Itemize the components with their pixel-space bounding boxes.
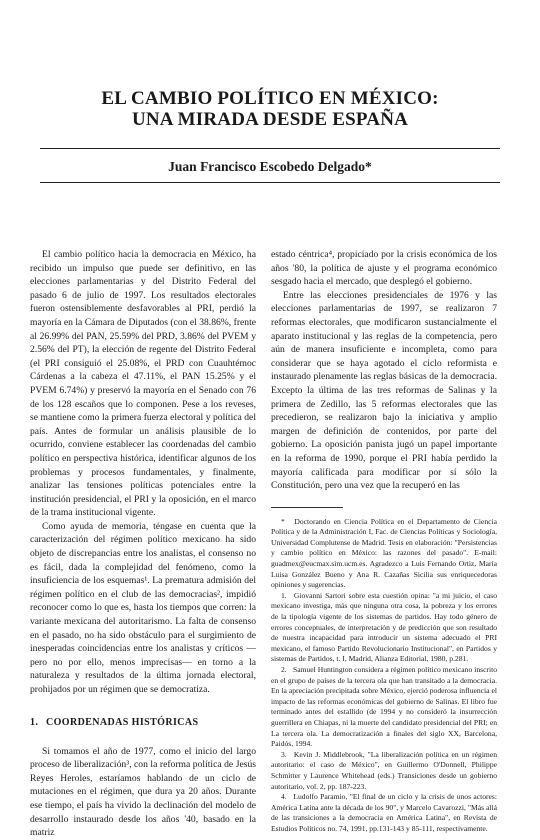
title-divider-bottom bbox=[40, 182, 500, 183]
title-divider-top bbox=[40, 148, 500, 149]
footnote-separator bbox=[271, 507, 343, 508]
footnote-mark: * bbox=[281, 516, 285, 526]
title-line-1: EL CAMBIO POLÍTICO EN MÉXICO: bbox=[101, 88, 439, 109]
section-number: 1. bbox=[30, 716, 39, 728]
body-paragraph: estado céntrica⁴, propiciado por la crisis económica de los años '80, la política de ajuste y el programa económico sesgado hacia el mercado, que desplegó el gobierno. bbox=[271, 249, 497, 288]
article-title bbox=[0, 88, 540, 130]
footnote-text: Kevin J. Middlebrook, "La liberalización política en un régimen autoritario: el caso de México", en Guillermo O'Donnell, Philippe Schmitter y Laurence Whitehead (eds.) Transiciones desde un gobierno autoritario, vol. 2, pp. 187-223. bbox=[271, 749, 497, 791]
footnote bbox=[271, 517, 497, 591]
left-column bbox=[30, 248, 256, 840]
footnote bbox=[271, 665, 497, 750]
footnote bbox=[271, 591, 497, 665]
body-paragraph: Entre las elecciones presidenciales de 1976 y las elecciones parlamentarias de 1997, se realizaron 7 reformas electorales, que modificaron sustancialmente el aparato institucional y las reglas de la competencia, pero aún de manera insuficiente e incompleta, como para considerar que se haya agotado el ciclo reformista e instaurado plenamente las reglas básicas de la democracia. Excepto la última de las tres reformas de Salinas y la primera de Zedillo, las 5 reformas electorales que las precedieron, se realizaron bajo la iniciativa y amplio margen de definición de contenidos, por parte del gobierno. La oposición panista jugó un papel importante en la reforma de 1990, porque el PRI había perdido la mayoría calificada para modificar por sí sólo la Constitución, pero una vez que la recuperó en las bbox=[271, 289, 497, 492]
body-paragraph: Si tomamos el año de 1977, como el inicio del largo proceso de liberalización³, con la reforma política de Jesús Reyes Heroles, estaríamos hablando de un ciclo de mutaciones en el régimen, que dura ya 20 años. Durante ese tiempo, el país ha vivido la declinación del modelo de desarrollo instaurado desde los años '40, basado en la matriz bbox=[30, 745, 256, 839]
footnote-text: Ludolfo Paramio, "El final de un ciclo y la crisis de unos actores: América Latina ante la década de los 90", y Marcelo Cavarozzi, "Más allá de las transiciones a la democracia en América Latina", en Revista de Estudios Políticos no. 74, 1991, pp.131-143 y 85-111, respectivamente. bbox=[271, 792, 497, 833]
right-column bbox=[271, 248, 497, 835]
body-paragraph: Como ayuda de memoria, téngase en cuenta que la caracterización del régimen político mexicano ha sido objeto de discrepancias entre los analistas, el consenso no es fácil, dada la complejidad del fenómeno, como la insuficiencia de los esquemas¹. La prematura admisión del régimen político en el club de las democracias², impidió reconocer como lo que es, hasta los tiempos que corren: la variante mexicana del autoritarismo. La falta de consenso en el pasado, no ha sido obstáculo para el surgimiento de inesperadas coincidencias entre los analistas y críticos —pero no por ello, menos imprecisas— en torno a la naturaleza y resultados de la última jornada electoral, prohijados por un régimen que se democratiza. bbox=[30, 520, 256, 695]
footnote-mark: 3. bbox=[281, 749, 287, 759]
footnote-text: Giovanni Sartori sobre esta cuestión opina: "a mi juicio, el caso mexicano investiga, más que ninguna otra cosa, la pobreza y los errores de la tipología vigente de los sistemas de partidos. Hay todo género de errores conceptuales, de interpretación y de predicción que son resultado de nuestra incapacidad para introducir un sistema adecuado el PRI mexicano, el famoso Partido Revolucionario Institucional", en Partidos y sistemas de Partidos, t. I, Madrid, Alianza Editorial, 1980, p.281. bbox=[271, 590, 497, 664]
footnote-mark: 4. bbox=[281, 792, 287, 802]
section-heading bbox=[30, 717, 256, 728]
section-title: COORDENADAS HISTÓRICAS bbox=[46, 716, 199, 728]
footnote-mark: 1. bbox=[281, 590, 287, 600]
body-paragraph: El cambio político hacia la democracia en México, ha recibido un impulso que puede ser definitivo, en las elecciones parlamentarias y del Distrito Federal del pasado 6 de julio de 1997. Los resultados electorales fueron ostensiblemente desfavorables al PRI, perdió la mayoría en la Cámara de Diputados (con el 38.86%, frente al 26.99% del PAN, 25.59% del PRD, 3.86% del PVEM y 2.56% del PT), la elección de regente del Distrito Federal (el PRI consiguió el 25.08%, el PRD con Cuauhtémoc Cárdenas a la cabeza el 47.11%, el PAN 15.25% y el PVEM 6.74%) y preservó la mayoría en el Senado con 76 de los 128 escaños que lo componen. Pese a los reveses, se mantiene como la primera fuerza electoral y política del país. Antes de formular un análisis plausible de lo ocurrido, conviene establecer las coordenadas del cambio político en perspectiva histórica, identificar algunos de los problemas y procesos fundamentales, y finalmente, analizar las tensiones políticas potenciales entre la institución presidencial, el PRI y la oposición, en el marco de la trama institucional vigente. bbox=[30, 249, 256, 519]
footnote-text: Doctorando en Ciencia Política en el Departamento de Ciencia Política y de la Administración I, Fac. de Ciencias Políticas y Sociología, Universidad Complutense de Madrid. Tesis en elaboración: "Persistencias y cambio político en México: las razones del pasado". E-mail: guadmex@eucmax.sim.ucm.es. Agradezco a Luis Fernando Ortiz, María Luisa González Bueno y Ana R. Cazañas Sicilia sus enriquecedoras opiniones y sugerencias. bbox=[271, 516, 497, 590]
footnote bbox=[271, 792, 497, 834]
footnote-text: Samuel Huntington considera a régimen político mexicano inscrito en el grupo de países de la tercera ola que han transitado a la democracia. En la apreciación precipitada sobre México, ejerció poderosa influencia el impacto de las reformas económicas del gobierno de Salinas. El libro fue terminado antes del estallido (de 1994 y no consideró la insurrección guerrillera en Chiapas, ni la muerte del candidato presidencial del PRI; en La tercera ola. La democratización a finales del siglo XX, Barcelona, Paidós, 1994. bbox=[271, 665, 497, 749]
footnote-mark: 2. bbox=[281, 665, 287, 674]
author-name: Juan Francisco Escobedo Delgado* bbox=[168, 159, 372, 174]
footnote bbox=[271, 750, 497, 792]
title-line-2: UNA MIRADA DESDE ESPAÑA bbox=[131, 109, 409, 130]
